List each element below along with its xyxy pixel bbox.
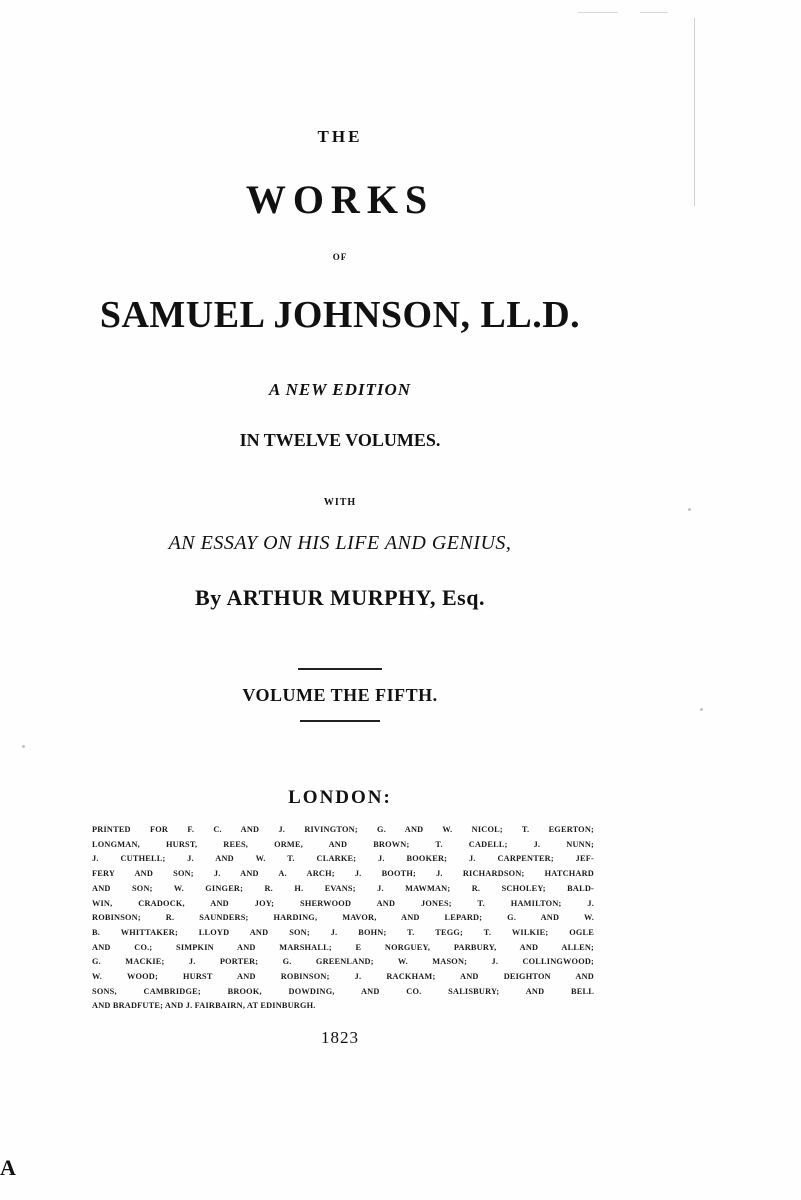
- imprint-place: LONDON:: [288, 787, 392, 808]
- printers-line: G. MACKIE; J. PORTER; G. GREENLAND; W. MASON; J. COLLINGWOOD;: [92, 957, 594, 967]
- margin-mark: A: [0, 1155, 16, 1180]
- with-label: WITH: [323, 497, 357, 508]
- scan-artifact-dot: [688, 508, 691, 511]
- printers-line: ROBINSON; R. SAUNDERS; HARDING, MAVOR, AND LEPARD; G. AND W.: [92, 913, 594, 923]
- scan-artifact-dot: [700, 708, 703, 711]
- scan-artifact-dash: [640, 12, 668, 13]
- printers-line: SONS, CAMBRIDGE; BROOK, DOWDING, AND CO. SALISBURY; AND BELL: [92, 986, 594, 996]
- printers-line: LONGMAN, HURST, REES, ORME, AND BROWN; T. CADELL; J. NUNN;: [92, 839, 594, 849]
- divider-top: [298, 668, 382, 670]
- printers-line: J. CUTHELL; J. AND W. T. CLARKE; J. BOOKER; J. CARPENTER; JEF-: [92, 854, 594, 864]
- printers-line: W. WOOD; HURST AND ROBINSON; J. RACKHAM; AND DEIGHTON AND: [92, 972, 594, 982]
- title-of: OF: [332, 252, 348, 262]
- title-the: THE: [317, 127, 363, 146]
- author-name: SAMUEL JOHNSON, LL.D.: [99, 294, 581, 336]
- printers-line: AND SON; W. GINGER; R. H. EVANS; J. MAWMAN; R. SCHOLEY; BALD-: [92, 883, 594, 893]
- printers-line: PRINTED FOR F. C. AND J. RIVINGTON; G. AND W. NICOL; T. EGERTON;: [92, 825, 594, 834]
- printers-list: [92, 823, 594, 1014]
- publication-year: 1823: [321, 1028, 359, 1047]
- printers-line: B. WHITTAKER; LLOYD AND SON; J. BOHN; T. TEGG; T. WILKIE; OGLE: [92, 927, 594, 937]
- essay-byline: By ARTHUR MURPHY, Esq.: [195, 585, 485, 610]
- divider-bottom: [300, 720, 380, 722]
- printers-line-last: AND BRADFUTE; AND J. FAIRBAIRN, AT EDINBURGH.: [92, 1001, 316, 1011]
- printers-line: FERY AND SON; J. AND A. ARCH; J. BOOTH; J. RICHARDSON; HATCHARD: [92, 869, 594, 879]
- scan-artifact-line: [694, 18, 695, 206]
- title-works: WORKS: [245, 177, 435, 222]
- essay-title: AN ESSAY ON HIS LIFE AND GENIUS,: [168, 532, 512, 554]
- printers-line: WIN, CRADOCK, AND JOY; SHERWOOD AND JONES; T. HAMILTON; J.: [92, 898, 594, 908]
- printers-line: AND CO.; SIMPKIN AND MARSHALL; E NORGUEY, PARBURY, AND ALLEN;: [92, 942, 594, 952]
- volume-label: VOLUME THE FIFTH.: [242, 685, 438, 705]
- volumes-note: IN TWELVE VOLUMES.: [239, 430, 441, 450]
- scan-artifact-dash: [578, 12, 618, 13]
- scan-artifact-dot: [22, 745, 25, 748]
- edition-note: A NEW EDITION: [268, 380, 412, 399]
